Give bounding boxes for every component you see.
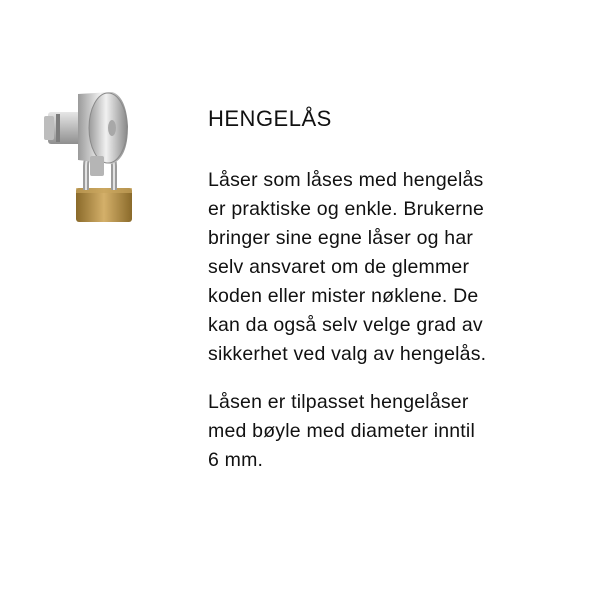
text-line: koden eller mister nøklene. De — [208, 285, 479, 307]
compatibility-paragraph — [208, 388, 588, 475]
padlock-lock-image — [42, 86, 138, 230]
text-line: med bøyle med diameter inntil — [208, 420, 475, 442]
description-paragraph — [208, 166, 588, 369]
text-line: kan da også selv velge grad av — [208, 314, 483, 336]
text-line: er praktiske og enkle. Brukerne — [208, 198, 485, 220]
padlock-icon — [42, 86, 138, 230]
text-line: sikkerhet ved valg av hengelås. — [208, 343, 487, 365]
text-line: selv ansvaret om de glemmer — [208, 256, 470, 278]
text-line: bringer sine egne låser og har — [208, 227, 474, 249]
page-title: HENGELÅS — [208, 106, 332, 131]
text-line: Låsen er tilpasset hengelåser — [208, 391, 469, 413]
text-line: Låser som låses med hengelås — [208, 169, 484, 191]
text-line: 6 mm. — [208, 449, 264, 471]
